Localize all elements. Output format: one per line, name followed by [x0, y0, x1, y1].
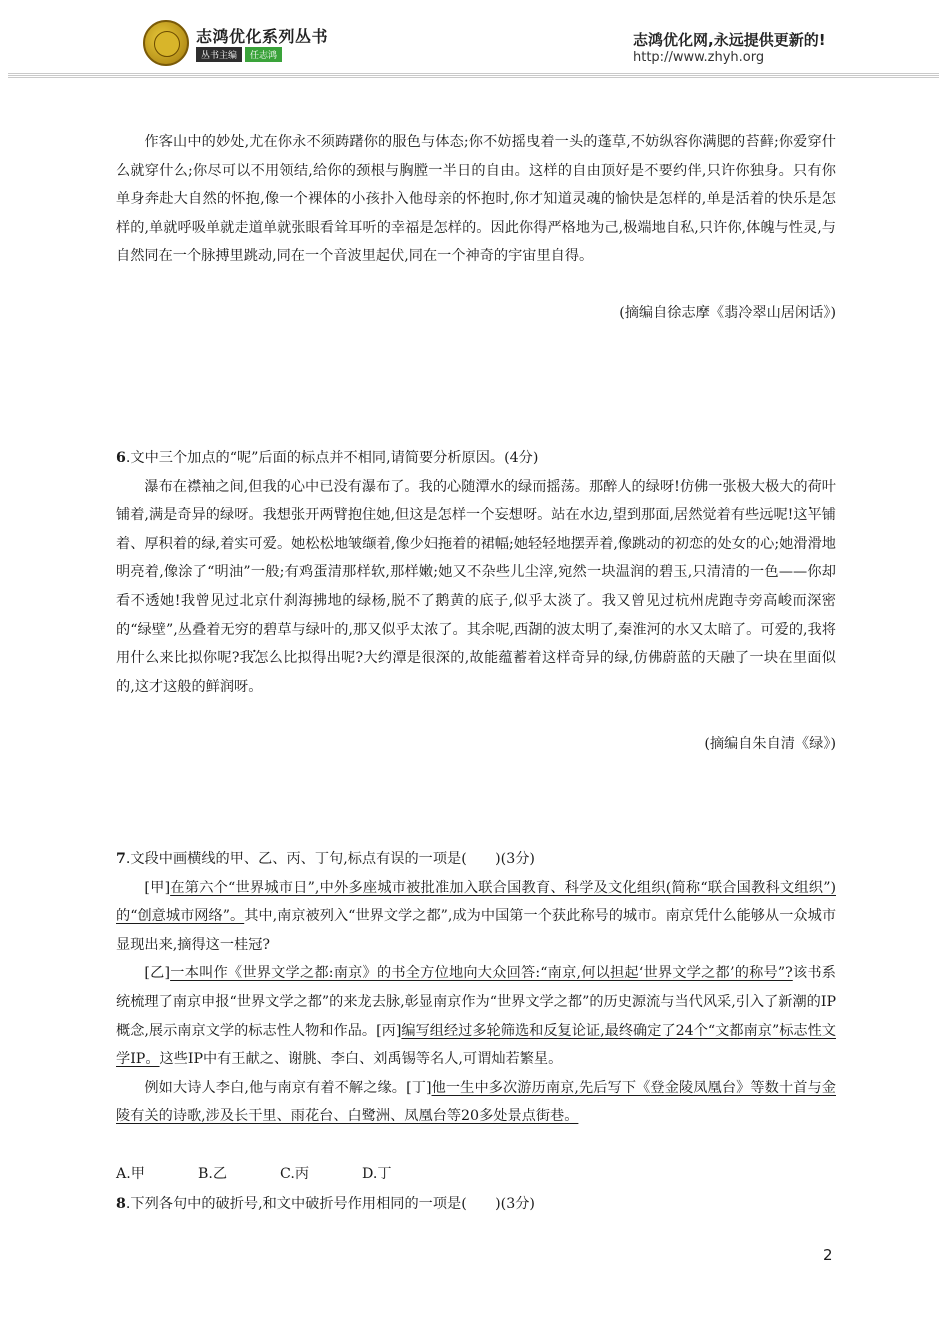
question-text: .文中三个加点的“呢”后面的标点并不相同,请简要分析原因。(4分): [125, 450, 539, 466]
question-text: .文段中画横线的甲、乙、丙、丁句,标点有误的一项是( )(3分): [125, 851, 535, 867]
sentence-bing: 编写组经过多轮筛选和反复论证,最终确定了24个“文都南京”标志性文学IP。: [116, 1022, 836, 1068]
passage-source: (摘编自徐志摩《翡冷翠山居闲话》): [619, 305, 836, 321]
passage-text: 瀑布在襟袖之间,但我的心中已没有瀑布了。我的心随潭水的绿而摇荡。那醉人的绿呀!仿佛一张极大极大的荷叶铺着,满是奇异的绿呀。我想张开两臂抱住她,但这是怎样一个妄想呀。站在水边,望到那面,居然觉着有些远: [116, 478, 836, 524]
q7-paragraph-2: [116, 959, 836, 1073]
sentence-jia: 在第六个“世界城市日”,中外多座城市被批准加入联合国教育、科学及文化组织(简称“联合国教科文组织”)的“创意城市网络”。: [116, 879, 836, 925]
choice-c[interactable]: C.丙: [280, 1166, 310, 1182]
choice-a[interactable]: A.甲: [116, 1166, 145, 1182]
passage-xu-zhimo: [116, 128, 836, 271]
q7-choices: [116, 1163, 444, 1183]
editor-name: 任志鸿: [245, 47, 282, 62]
passage-text: !这平铺着、厚积着的绿,着实可爱。她松松地皱缬着,像少妇拖着的裙幅;她轻轻地摆弄着,像跳动的初恋的处女的心;她滑滑地明亮着,像涂了“明油”一般;有鸡蛋清那样软,那样嫩;她又不杂些儿尘滓,宛然一块温润的碧玉,只清清的一色——你却看不透她!我曾见过北京什刹海拂地的绿杨,脱不了鹅黄的底子,似乎太淡了。我又曾见过杭州虎跑寺旁高峻而深密的“绿壁”,丛叠着无穷的碧草与绿叶的,那又似乎太浓了。其余: [116, 507, 836, 638]
page-header: [0, 0, 950, 80]
passage-source: (摘编自朱自清《绿》): [704, 736, 836, 752]
question-7: [116, 845, 836, 1131]
sentence-bing-label: [丙]: [376, 1022, 402, 1039]
question-text: .下列各句中的破折号,和文中破折号作用相同的一项是( )(3分): [125, 1196, 535, 1212]
q7-text: 其中,南京被列入“世界文学之都”,成为中国第一个获此称号的城市。南京凭什么能够从一众城市显现出来,摘得这一桂冠?: [116, 908, 837, 953]
editor-tag: [196, 47, 282, 62]
header-rule: [8, 73, 939, 79]
sentence-jia-label: [甲]: [144, 879, 171, 896]
logo-emblem: [154, 31, 180, 57]
passage-paragraph: 作客山中的妙处,尤在你永不须踌躇你的服色与体态;你不妨摇曳着一头的蓬草,不妨纵容你满腮的苔藓;你爱穿什么就穿什么;你尽可以不用领结,给你的颈根与胸膛一半日的自由。这样的自由顶好是不要约伴,只许你独身。只有你单身奔赴大自然的怀抱,像一个裸体的小孩扑入他母亲的怀抱时,你才知道灵魂的愉快是怎样的,单是活着的快乐是怎样的,单就呼吸单就走道单就张眼看耸耳听的幸福是怎样的。因此你得严格地为己,极端地自私,只许你,体魄与性灵,与自然同在一个脉搏里跳动,同在一个音波里起伏,同在一个神奇的宇宙里自得。: [116, 134, 836, 265]
q7-text: 该书系统梳理了南京申报“世界文学之都”的来龙去脉,彰显南京作为“世界文学之都”的历史源流与当代风采,引入了新潮的IP概念,展示南京文学的标志性人物和作品。: [116, 965, 836, 1039]
passage-text: ?我怎么比拟得出呢?大约潭是很深的,故能蕴蓄着这样奇异的绿,仿佛蔚蓝的天融了一块在里面似的,这才这般的鲜润呀。: [116, 650, 836, 695]
question-number: 6: [116, 450, 126, 466]
header-slogan: 志鸿优化网,永远提供更新的!: [633, 31, 826, 49]
q7-paragraph-3: [116, 1074, 836, 1131]
choice-b[interactable]: B.乙: [198, 1166, 228, 1182]
q7-text: 这些IP中有王献之、谢朓、李白、刘禹锡等名人,可谓灿若繁星。: [159, 1051, 563, 1068]
question-8: [116, 1190, 836, 1219]
sentence-ding: 他一生中多次游历南京,先后写下《登金陵凤凰台》等数十首与金陵有关的诗歌,涉及长干里、雨花台、白鹭洲、凤凰台等20多处景点街巷。: [116, 1079, 836, 1125]
dotted-ne-3: . 呢: [217, 650, 231, 666]
editor-label: 丛书主编: [196, 47, 242, 62]
series-title: 志鸿优化系列丛书: [196, 27, 329, 46]
q7-paragraph-1: [116, 874, 836, 960]
choice-d[interactable]: D.丁: [362, 1166, 392, 1182]
question-number: 8: [116, 1196, 126, 1212]
question-number: 7: [116, 851, 126, 867]
sentence-ding-label: [丁]: [406, 1079, 432, 1096]
passage-zhu-ziqing: [116, 473, 836, 702]
passage-text: ,西湖的波太明了,秦淮河的水又太暗了。可爱的,我将用什么来比拟你: [116, 621, 836, 667]
q7-text: 例如大诗人李白,他与南京有着不解之缘。: [144, 1079, 407, 1096]
publisher-logo: [143, 20, 189, 66]
sentence-yi-label: [乙]: [144, 965, 171, 982]
header-url[interactable]: http://www.zhyh.org: [633, 50, 765, 65]
question-6-stem: [116, 444, 836, 473]
sentence-yi: 一本叫作《世界文学之都:南京》的书全方位地向大众回答:“南京,何以担起‘世界文学之都’的称号”?: [170, 965, 793, 982]
dotted-ne-1: . 呢: [773, 507, 787, 523]
question-7-stem: [116, 845, 836, 874]
question-6: [116, 444, 836, 701]
page-number: 2: [823, 1246, 833, 1264]
dotted-ne-2: . 呢: [495, 622, 509, 638]
